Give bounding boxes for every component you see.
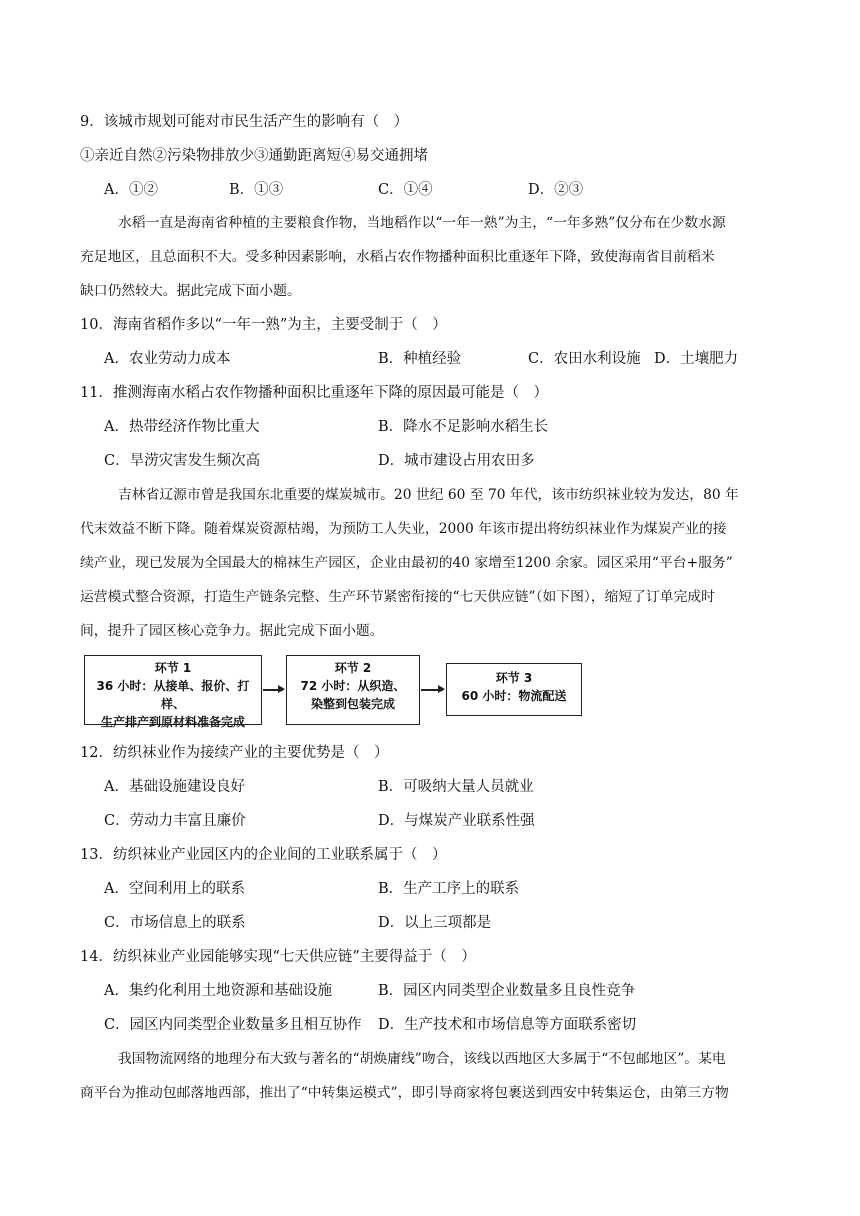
stage-3-title: 环节 3: [495, 671, 533, 685]
question-14-option-b[interactable]: B．园区内同类型企业数量多且良性竞争: [378, 983, 636, 999]
question-14-option-c[interactable]: C．园区内同类型企业数量多且相互协作: [104, 1017, 362, 1033]
question-9-option-a[interactable]: A．①②: [104, 182, 158, 198]
question-12-option-b[interactable]: B．可吸纳大量人员就业: [378, 779, 534, 795]
passage-2-line-1: 吉林省辽源市曾是我国东北重要的煤炭城市。20 世纪 60 至 70 年代，该市纺织袜业较为发达，80 年: [118, 487, 739, 503]
passage-1-line-2: 充足地区，且总面积不大。受多种因素影响，水稻占农作物播种面积比重逐年下降，致使海南省目前稻米: [80, 249, 715, 265]
question-11-option-a[interactable]: A．热带经济作物比重大: [104, 419, 260, 435]
question-12-stem: 12．纺织袜业作为接续产业的主要优势是（ ）: [80, 745, 389, 761]
question-13-option-d[interactable]: D．以上三项都是: [378, 915, 492, 931]
question-13-option-a[interactable]: A．空间利用上的联系: [104, 881, 245, 897]
passage-1-line-1: 水稻一直是海南省种植的主要粮食作物，当地稻作以“一年一熟”为主，“一年多熟”仅分布在少数水源: [118, 215, 726, 231]
diagram-stage-2: [286, 655, 420, 725]
question-9-stem: 9．该城市规划可能对市民生活产生的影响有（ ）: [80, 114, 409, 130]
passage-3-line-1: 我国物流网络的地理分布大致与著名的“胡焕庸线”吻合，该线以西地区大多属于“不包邮地区”。某电: [118, 1051, 726, 1067]
question-13-option-c[interactable]: C．市场信息上的联系: [104, 915, 246, 931]
arrow-1-to-2: [263, 689, 283, 691]
question-9-option-b[interactable]: B．①③: [229, 182, 284, 198]
question-12-option-d[interactable]: D．与煤炭产业联系性强: [378, 813, 535, 829]
question-12-option-c[interactable]: C．劳动力丰富且廉价: [104, 813, 246, 829]
passage-2-line-5: 间，提升了园区核心竞争力。据此完成下面小题。: [80, 623, 384, 639]
question-9-option-c[interactable]: C．①④: [378, 182, 433, 198]
question-10-stem: 10．海南省稻作多以“一年一熟”为主，主要受制于（ ）: [80, 317, 447, 333]
question-12-option-a[interactable]: A．基础设施建设良好: [104, 779, 245, 795]
passage-1-line-3: 缺口仍然较大。据此完成下面小题。: [80, 283, 301, 299]
question-10-option-c[interactable]: C．农田水利设施: [528, 351, 641, 367]
stage-3-line-1: 60 小时：物流配送: [461, 689, 567, 703]
question-14-option-d[interactable]: D．生产技术和市场信息等方面联系密切: [378, 1017, 637, 1033]
question-10-option-d[interactable]: D．土壤肥力: [654, 351, 739, 367]
stage-1-line-1: 36 小时：从接单、报价、打样、: [96, 679, 250, 711]
question-11-option-b[interactable]: B．降水不足影响水稻生长: [378, 419, 549, 435]
diagram-stage-1: [84, 655, 262, 729]
passage-2-line-3: 续产业，现已发展为全国最大的棉袜生产园区，企业由最初的40 家增至1200 余家。园区采用“平台+服务”: [80, 555, 733, 571]
question-9-option-d[interactable]: D．②③: [528, 182, 584, 198]
question-13-option-b[interactable]: B．生产工序上的联系: [378, 881, 520, 897]
diagram-stage-3: [446, 663, 582, 716]
arrow-2-to-3: [421, 689, 443, 691]
stage-2-line-2: 染整到包装完成: [310, 697, 395, 711]
stage-1-title: 环节 1: [154, 661, 192, 675]
stage-2-line-1: 72 小时：从织造、: [300, 679, 406, 693]
question-10-option-b[interactable]: B．种植经验: [378, 351, 462, 367]
question-9-statements: ①亲近自然②污染物排放少③通勤距离短④易交通拥堵: [80, 148, 428, 164]
question-14-stem: 14．纺织袜业产业园能够实现“七天供应链”主要得益于（ ）: [80, 949, 476, 965]
question-10-option-a[interactable]: A．农业劳动力成本: [104, 351, 231, 367]
question-11-stem: 11．推测海南水稻占农作物播种面积比重逐年下降的原因最可能是（ ）: [80, 385, 548, 401]
stage-2-title: 环节 2: [334, 661, 372, 675]
stage-1-line-2: 生产排产到原材料准备完成: [100, 715, 245, 729]
question-11-option-d[interactable]: D．城市建设占用农田多: [378, 453, 535, 469]
question-13-stem: 13．纺织袜业产业园区内的企业间的工业联系属于（ ）: [80, 847, 447, 863]
passage-2-line-2: 代末效益不断下降。随着煤炭资源枯竭，为预防工人失业，2000 年该市提出将纺织袜业作为煤炭产业的接: [80, 521, 727, 537]
question-14-option-a[interactable]: A．集约化利用土地资源和基础设施: [104, 983, 332, 999]
question-11-option-c[interactable]: C．旱涝灾害发生频次高: [104, 453, 261, 469]
passage-2-line-4: 运营模式整合资源，打造生产链条完整、生产环节紧密衔接的“七天供应链”（如下图），缩短了订单完成时: [80, 589, 715, 605]
passage-3-line-2: 商平台为推动包邮落地西部，推出了“中转集运模式”，即引导商家将包裹送到西安中转集运仓，由第三方物: [80, 1085, 729, 1101]
